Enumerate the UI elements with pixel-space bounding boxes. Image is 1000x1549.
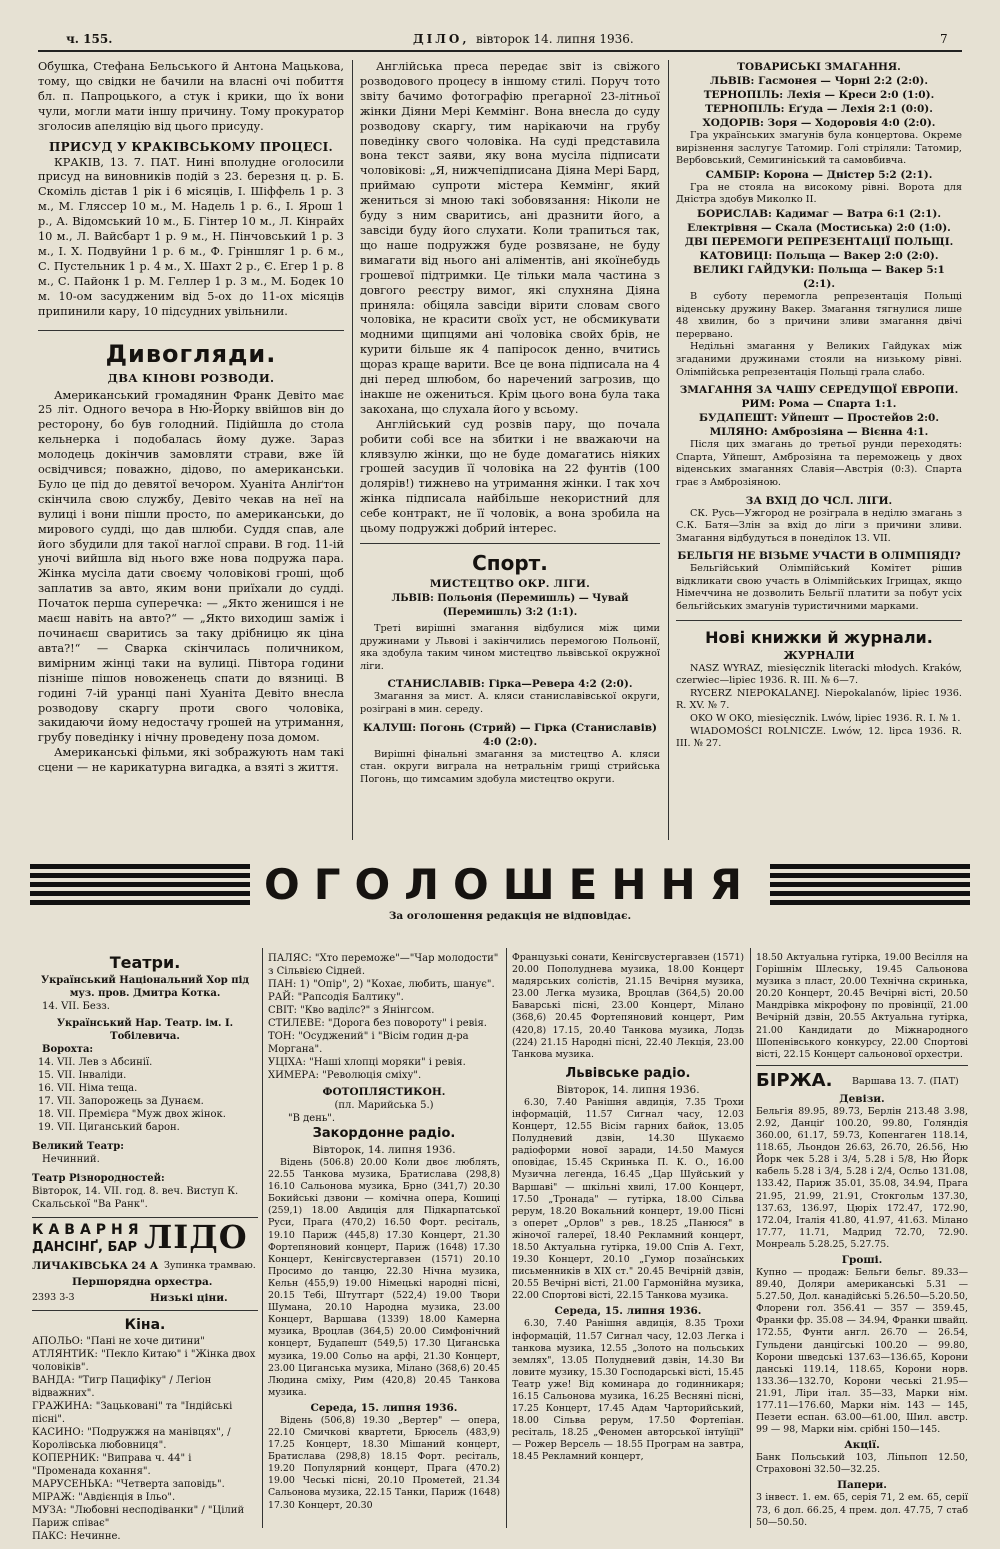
fotoplastikon-title: ФОТОПЛЯСТИКОН.	[322, 1086, 446, 1098]
lido-orchestra: Першорядна орхестра.	[72, 1276, 213, 1288]
article-title: ДВІ ПЕРЕМОГИ РЕПРЕЗЕНТАЦІЇ ПОЛЬЩІ.	[684, 235, 954, 248]
cinema-row: ТОН: "Осуджений" і "Вісім годин д-ра Моргана".	[268, 1031, 469, 1055]
section-title: Закордонне радіо.	[312, 1126, 456, 1141]
match-result: КАЛУШ: Погонь (Стрий) — Гірка (Станиславів) 4:0 (2:0).	[363, 721, 657, 748]
radio-program: Відень (506,8) 19.30 „Вертер" — опера, 22.10 Смичкові квартети, Брюсель (483,9) 17.25 Концерт, 18.30 Мішаний концерт, Братислава (298,8) 18.15 Форт. ресіталь, 19.20 Популярний концерт, Прага (470.2) 19.00 Чеські пісні, 20.10 Прометей, 21.34 Сальонова музика, 22.15 Танки, Париж (1648) 17.30 Концерт, 20.30	[268, 1414, 500, 1511]
divider	[360, 543, 660, 544]
column-rule	[262, 948, 263, 1528]
exchange-column	[756, 952, 968, 1529]
match-result: РИМ: Рома — Спарта 1:1.	[741, 398, 897, 411]
text-block: Англійський суд розвів пару, що почала робити собі все на збитки і не вважаючи на клявзулю жінки, що не буде домагатись ніяких грошей засудив її чоловіка на 22 фунтів (100 долярів!) тижнево на утримання жінки. І так хоч жінка підписала найбільше некористний для себе контракт, не її чоловік, а вона зробила на цьому подружжі добрий інтерес.	[360, 417, 660, 536]
banner-stripes-right	[770, 860, 970, 909]
column-number: 7	[940, 32, 948, 46]
article-title: ДВА КІНОВІ РОЗВОДИ.	[107, 370, 275, 385]
theatre-name: Театр Різнородностей:	[32, 1173, 165, 1184]
section-title: Нові книжки й журнали.	[705, 627, 933, 647]
text-block: Змагання за мист. А. кляси станиславівської округи, розіграні в мин. середу.	[360, 691, 660, 715]
cinema-row: СВІТ: "Кво ваділс?" з Янінгсом.	[268, 1005, 435, 1016]
exchange-section: Гроші.	[841, 1253, 883, 1266]
match-result: СТАНИСЛАВІВ: Гірка—Ревера 4:2 (2:0).	[387, 678, 633, 691]
column-rule	[668, 60, 669, 840]
page-header	[38, 32, 962, 50]
cinema-row: АПОЛЬО: "Пані не хоче дитини"	[32, 1336, 205, 1347]
exchange-rates: Бельгія 89.95, 89.73, Берлін 213.48 3.98, 2.92, Данціґ 100.20, 99.80, Голяндія 360.00, 61.17, 59.73, Копенгаген 118.14, 118.65, Льондон 26.63, 26.70, 26.56, Ню Йорк чек 5.28 і 3/4, 5.28 і 5/8, Ню Йорк кабель 5.28 і 3/4, 5.28 і 2/4, Осльо 131.08, 133.42, Париж 35.01, 35.08, 34.94, Прага 21.95, 21.99, 21.91, Стокгольм 137.30, 137.63, 136.97, Цюріх 172.47, 172.90, 172.04, Італія 41.80, 41.97, 41.63. Мілано 17.77, 11.71, Мадрид 72.70, 72.90. Монреаль 5.28.25, 5.27.75.	[756, 1105, 968, 1250]
header-rule	[38, 50, 962, 52]
banner-stripes-left	[30, 860, 250, 909]
journal-entry: NASZ WYRAZ, miesięcznik literacki młodych. Kraków, czerwiec—lipiec 1936. R. III. № 6—7.	[676, 662, 962, 687]
issue-date: вівторок 14. липня 1936.	[476, 32, 634, 46]
schedule-row: 17. VII. Запорожець за Дунаєм.	[38, 1096, 204, 1107]
lido-address: ЛИЧАКІВСЬКА 24 А	[32, 1260, 159, 1272]
cinema-row: ПАКС: Нечинне.	[32, 1531, 121, 1542]
theatre-name: Український Нар. Театр. ім. І. Тобілевича.	[56, 1018, 234, 1042]
article-title: ЗА ВХІД ДО ЧСЛ. ЛІГИ.	[745, 494, 893, 507]
article-title: ЖУРНАЛИ	[783, 648, 855, 662]
theatre-place: Ворохта:	[42, 1044, 94, 1055]
exchange-section: Папери.	[837, 1479, 887, 1492]
ads-banner	[30, 852, 970, 928]
article-title: ПРИСУД У КРАКІВСЬКОМУ ПРОЦЕСІ.	[48, 139, 334, 154]
schedule-row: 15. VII. Інваліди.	[38, 1070, 127, 1081]
divider	[676, 620, 962, 621]
theatre-date: Вівторок, 14. VII. год. 8. веч. Виступ К. Скальської "Ва Ранк".	[32, 1186, 239, 1210]
match-result: ЛЬВІВ: Польонія (Перемишль) — Чувай (Перемишль) 3:2 (1:1).	[391, 593, 629, 618]
match-result: БОРИСЛАВ: Кадимаг — Ватра 6:1 (2:1).	[696, 207, 942, 220]
text-block: Англійська преса передає звіт із свіжого розводового процесу в іншому стилі. Поруч тото звіту бачимо фотографію прегарної 23-літньої жінки Діяни Мері Кеммінг. Вона внесла до суду розводову скаргу, тим нарікаючи на грубу поведінку свого чоловіка. На суді представила вона текст заяви, яку вона мусіла підписати чоловікові: „Я, нижчепідписана Діяна Мері Бард, приймаю супроти містера Кеммінг, який жениться зі мною такі зобовязання: Ніколи не буду з ним сваритись, ані дразнити його, а завсіди буду його слухати. Коли трапиться так, що наше подружжя буде розвязане, не буду вимагати від нього ані аліментів, ані якоїнебудь грошевої підтримки. Це тільки мала частина з довгого реєстру вимог, які слухняна Діяна приняла: обіцяла завсіди вірити словам свого чоловіка, не красити своїх уст, не обсмикувати модними щипцями ані чоловіка свойх брів, не курити більше як 4 папіросок денно, вчитись щораз краще варити. Все це вона підписала на 4 дні перед шлюбом, бо наречений загрозив, що інакше не ожениться. Крім цього вона була така закохана, що слухала його у всьому.	[360, 60, 660, 416]
exchange-heading	[756, 1070, 968, 1092]
exchange-section: Девізи.	[839, 1092, 885, 1105]
article-title: ЗМАГАННЯ ЗА ЧАШУ СЕРЕДУЩОЇ ЕВРОПИ.	[679, 384, 959, 397]
lido-line-1: КАВАРНЯ	[32, 1222, 144, 1238]
schedule-row: 19. VII. Циганський барон.	[38, 1122, 180, 1133]
theatre-date: Нечинний.	[42, 1154, 100, 1165]
cinema-row: АТЛЯНТИК: "Пекло Китаю" і "Жінка двох чоловіків".	[32, 1349, 256, 1373]
match-result: КАТОВИЦІ: Польща — Вакер 2:0 (2:0).	[699, 249, 939, 262]
text-block: СК. Русь—Ужгород не розіграла в неділю змагань з С.К. Батя—Злін за вхід до ліги з причини зливи. Змагання відбудуться в понеділок 13. VII.	[676, 507, 962, 544]
section-title: Дивогляди.	[105, 339, 277, 368]
radio-date: Середа, 15. липня 1936.	[554, 1305, 702, 1318]
section-title: Театри.	[109, 953, 181, 972]
radio-program: Відень (506.8) 20.00 Коли двоє люблять, 22.55 Танкова музика, Братислава (298,8) 16.10 Сальонова музика, Брно (341,7) 20.30 Бокийські дзвони — комічна опера, Кошиці (259,1) 18.00 Авдиція для Підкарпатської Руси, Прага (470,2) 16.50 Форт. ресіталь, 19.10 Париж (445,8) 17.30 Концерт, 21.30 Фортепяновий концерт, Париж (1648) 17.30 Концерт, Кенігсвустергавзен (1571) 20.10 Просимо до танцю, 22.30 Нічна музика, Кельн (455,9) 19.00 Німецькі народні пісні, 20.15 Тебі, Штутгарт (522,4) 19.00 Твори Шумана, 20.10 Народна музика, 23.00 Концерт, Варшава (1339) 18.00 Камерна музика, Вроцлав (364,5) 20.00 Симфонічний концерт, Будапешт (549,5) 17.30 Циганська музика, 19.00 Сольо на арфі, 21.30 Концерт, 23.00 Циганська музика, Мілано (368,6) 20.45 Людина сміху, Рим (420,8) 20.45 Танкова музика.	[268, 1157, 500, 1398]
article-title: ТОВАРИСЬКІ ЗМАГАННЯ.	[737, 61, 901, 73]
text-block: Гра українських змагунів була концертова. Окреме вирізнення заслугує Татомир. Голі стріляли: Татомир, Вербовський, Семигиніський та самовбивча.	[676, 130, 962, 167]
column-2	[360, 60, 660, 786]
radio-program: 6.30, 7.40 Ранішня авдиція, 8.35 Трохи інформацій, 11.57 Сигнал часу, 12.03 Легка і танкова музика, 12.55 „Золото на польських землях", 13.05 Полудневий дзвін, 14.30 Ви ловите музику, 15.30 Господарські вісті, 15.45 Театр уже! Від коминара до годинникаря; 16.15 Сальонова музика, 16.25 Весняні пісні, 17.25 Концерт, 17.45 Адам Чарторийський, 18.00 Сільва рерум, 17.50 Фортепіан. ресіталь, 18.25 „Феномен авторської інтуїції" — Рожер Версель — 18.55 Програм на завтра, 18.45 Рекламний концерт,	[512, 1318, 744, 1463]
match-result: ХОДОРІВ: Зоря — Ходоровія 4:0 (2:0).	[702, 117, 936, 129]
theatre-name: Український Національний Хор під муз. пров. Дмитра Котка.	[40, 975, 250, 999]
ads-disclaimer: За оголошення редакція не відповідає.	[388, 910, 632, 922]
cinema-row: МІРАЖ: "Авдієнція в Ільо".	[32, 1492, 176, 1503]
radio-program: 18.50 Актуальна гутірка, 19.00 Весілля на Горішнім Шлеську, 19.45 Сальонова музика з пласт, 20.00 Технічна скринька, 20.20 Концерт, 20.45 Вечірні вісті, 20.50 Мандрівка мікрофону по провінції, 21.00 Вечірній дзвін, 20.55 Актуальна гутірка, 21.00 Кандидати до Міжнародного Шопенівського конкурсу, 22.00 Спортові вісті, 22.15 Концерт сальонової орхестри.	[756, 952, 968, 1060]
column-rule	[750, 948, 751, 1528]
exchange-date: Варшава 13. 7. (ПАТ)	[852, 1075, 959, 1087]
match-result: САМБІР: Корона — Дністер 5:2 (2:1).	[705, 168, 933, 181]
match-result: ТЕРНОПІЛЬ: Еґуда — Лехія 2:1 (0:0).	[705, 103, 933, 115]
radio-date: Вівторок, 14. липня 1936.	[556, 1083, 700, 1096]
section-title: Львівське радіо.	[565, 1065, 691, 1081]
journal-entry: OKO W OKO, miesięcznik. Lwów, lipiec 1936. R. I. № 1.	[690, 713, 961, 725]
lido-logo: ЛІДО	[144, 1218, 248, 1256]
newspaper-name: ДІЛО,	[413, 32, 470, 46]
cinema-row: МУЗА: "Любовні несподіванки" / "Цілий Париж співає"	[32, 1505, 245, 1529]
theatre-date: 14. VII. Безз.	[42, 1001, 110, 1012]
column-rule	[506, 948, 507, 1528]
match-result: Електрівня — Скала (Мостиська) 2:0 (1:0).	[687, 221, 951, 234]
journal-entry: RYCERZ NIEPOKALANEJ. Niepokalanów, lipiec 1936. R. XV. № 7.	[676, 687, 962, 712]
column-rule	[352, 60, 353, 840]
exchange-title: БІРЖА.	[756, 1069, 833, 1091]
divider	[756, 1065, 968, 1066]
exchange-section: Акції.	[844, 1439, 880, 1452]
text-block: В суботу перемогла репрезентація Польщі віденську дружину Вакер. Змагання тягнулися лише 48 хвилин, бо з причини зливи змагання двічі перервано.	[676, 290, 962, 340]
radio-date: Вівторок, 14. липня 1936.	[312, 1144, 456, 1156]
lido-line-2: ДАНСІНҐ, БАР	[32, 1240, 138, 1255]
schedule-row: 14. VII. Лев з Абсинії.	[38, 1057, 153, 1068]
schedule-row: 16. VII. Німа теща.	[38, 1083, 138, 1094]
lido-ad	[32, 1217, 258, 1311]
cinema-row: ВАНДА: "Тигр Пацифіку" / Легіон відважних".	[32, 1375, 212, 1399]
article-title: МИСТЕЦТВО ОКР. ЛІГИ.	[429, 578, 591, 590]
banner-title: ОГОЛОШЕННЯ	[264, 860, 756, 909]
theatres-column	[32, 952, 258, 1543]
text-block: Гра не стояла на високому рівні. Ворота для Дністра здобув Миколко ІІ.	[676, 181, 962, 206]
page-number: ч. 155.	[66, 32, 113, 46]
text-block: Недільні змагання у Великих Гайдуках між згаданими дружинами стояли на низькому рівні. Олімпійська репрезентація Польщі грала слабо.	[676, 341, 962, 378]
cinema-row: МАРУСЕНЬКА: "Четверта заповідь".	[32, 1479, 225, 1490]
article-title: БЕЛЬГІЯ НЕ ВІЗЬМЕ УЧАСТИ В ОЛІМПІЯДІ?	[677, 550, 961, 563]
theatre-schedule	[38, 1056, 258, 1134]
column-1	[38, 60, 344, 776]
radio-date: Середа, 15. липня 1936.	[310, 1401, 458, 1414]
section-title: Спорт.	[472, 551, 548, 575]
cinema-row: КАСИНО: "Подружжя на манівцях", / Королівська любовниця".	[32, 1427, 231, 1451]
cinema-row: КОПЕРНИК: "Виправа ч. 44" і "Променада кохання".	[32, 1453, 192, 1477]
match-result: ТЕРНОПІЛЬ: Лехія — Креси 2:0 (1:0).	[703, 89, 935, 101]
text-block: КРАКІВ, 13. 7. ПАТ. Нині вполудне оголосили присуд на виновників подій з 23. березня ц. р. Б. Скоміль дістав 1 рік і 6 місяців, І. Шіффель 1 р. 3 м., М. Гляссер 10 м., М. Надель 1 р. 6., І. Ярош 1 р., А. Відомський 10 м., Б. Гінтер 10 м., Л. Кінрайх 10 м., Л. Вайсбарт 1 р. 9 м., Н. Пінчовський 1 р. 3 м., І. Х. Подвуйни 1 р. 6 м., Ф. Гріншляг 1 р. 6 м., С. Пустельник 1 р. 4 м., Х. Шахт 2 р., Є. Егер 1 р. 8 м., С. Пайонк 1 р. М. Геллер 1 р. 3 м., М. Бодек 10 м. 10-ом засудженим від 5-ох до 11-ох місяців припинили кару, 10 підсудних увільнили.	[38, 155, 344, 318]
cinema-row: ПАН: 1) "Опір", 2) "Кохає, любить, шанує".	[268, 979, 495, 990]
text-block: Бельгійський Олімпійський Комітет рішив відкликати свою участь в Олімпійських Ігрищах, якщо Німеччина не дозволить Бельгії платити за побут усіх бельгійських змагунів туристичними марками.	[676, 563, 962, 613]
column-3	[676, 60, 962, 751]
match-result: ЛЬВІВ: Гасмонея — Чорні 2:2 (2:0).	[709, 75, 929, 87]
section-title: Кіна.	[124, 1317, 166, 1333]
journal-entry: WIADOMOŚCI ROLNICZE. Lwów, 12. lipca 1936. R. III. № 27.	[676, 725, 962, 750]
radio-lviv-column	[512, 952, 744, 1464]
text-block: Американські фільми, які зображують нам такі сцени — не карикатурна вигадка, а взяті з життя.	[38, 746, 344, 775]
cinema-list	[32, 1335, 258, 1543]
text-block: Треті вирішні змагання відбулися між цими дружинами у Львові і закінчились перемогою Польонії, яка здобула таким чином мистецтво львівської окружної ліги.	[360, 623, 660, 672]
match-result: МІЛЯНО: Амброзіяна — Вієнна 4:1.	[709, 426, 929, 439]
cinema-row: УЦІХА: "Наші хлопці моряки" і ревія.	[268, 1057, 466, 1068]
cinema-row: СТИЛЕВЕ: "Дорога без повороту" і ревія.	[268, 1018, 487, 1029]
radio-program: 6.30, 7.40 Ранішня авдиція, 7.35 Трохи інформацій, 11.57 Сигнал часу, 12.03 Концерт, 12.55 Вісім гарних байок, 13.05 Полудневий дзвін, 14.30 Шукаємо радіоформи нової заради, 14.50 Мамуся оповідає, 15.45 Скринька П. К. О., 16.00 Музична легенда, 16.45 „Цар Шуйський у Варшаві" — шкільні хвилі, 17.00 Концерт, 17.50 „Тронада" — гутірка, 18.00 Сільва рерум, 18.20 Вокальний концерт, 19.00 Пісні з оперет „Орлов" з рев., 18.25 „Панюся" в жіночої галереї, 18.40 Рекламний концерт, 18.50 Актуальна гутірка, 19.00 Спів А. Гехт, 19.30 Концерт, 20.10 „Гумор позаїнських письменників в XIX ст." 20.45 Вечірній дзвін, 20.55 Вечірні вісті, 21.00 Гармонійна музика, 22.00 Спортові вісті, 22.15 Танкова музика.	[512, 1096, 744, 1302]
cinema-row: ХИМЕРА: "Революція сміху".	[268, 1070, 422, 1081]
text-block: Американський громадянин Франк Девіто має 25 літ. Одного вечора в Ню-Йорку ввійшов він до ресторону, бо був голодний. Підійшла до стола кельнерка і подобалась йому дуже. Зараз молодець докінчив замовляти страви, вже їй освідчився; поважно, дідово, по американськи. Було це під до девятої вечором. Хуаніта Анліґтон скінчила свою службу, Девіто чекав на неї на вулиці і вони пішли просто, по американськи, до мирового судді, що дав шлюби. Суддя спав, але його збудили для такої наглої справи. В год. 11-ій уночі вийшла від нього вже нова подружа пара. Жінка мусіла дати своєму чоловікові гроші, щоб заплатив за авто, яким вони приїхали до судді. Початок перша суперечка: — „Якто женишся і не маєш навіть на авто?“ — „Якто виходиш заміж і починаєш сваритись за таку дрібницю як ціна авта?!“ — Сварка скінчилась поличником, вимірним жінці таки на вулиці. Півтора години пізніше пішов новоженець спати до вязниці. В годині 7-ій уранці пані Хуаніта Девіто внесла розводову скаргу проти свого чоловіка, закидаючи йому недостачу грошей на утримання, грубу поведінку і нічну проведену поза домом.	[38, 388, 344, 745]
cinema-row: ПАЛЯС: "Хто переможе"—"Чар молодости" з Сільвією Сідней.	[268, 953, 499, 977]
exchange-rates: Банк Польський 103, Ліпьпоп 12.50, Страховоні 32.50—32.25.	[756, 1452, 968, 1476]
text-block: Після цих змагань до третьої рунди переходять: Спарта, Уйпешт, Амброзіяна та переможець у двох віденських змаганнях Славія—Австрія (0:3). Спарта грає з Амброзіяною.	[676, 439, 962, 488]
theatre-name: Великий Театр:	[32, 1141, 124, 1152]
match-result: БУДАПЕШТ: Уйпешт — Простейов 2:0.	[699, 412, 939, 425]
text-block: Вирішні фінальні змагання за мистецтво А. кляси стан. округи виграла на нетральнім грищі стрийська Погонь, що тимсамим здобула мистецтво округи.	[360, 748, 660, 785]
exchange-rates: Купно — продаж: Бельги бельг. 89.33—89.40, Доляри американські 5.31 — 5.27.50, Дол. канадійські 5.26.50—5.20.50, Флорени гол. 356.41 — 357 — 359.45, Франки фр. 35.08 — 34.94, Франки швайц. 172.55, Фунти англ. 26.70 — 26.54, Гульдени данцігські 100.20 — 99.80, Корони шведські 137.63—136.65, Корони данські 119.14, 118.65, Корони норв. 133.36—132.70, Корони чеські 21.95—21.91, Ліри італ. 35—33, Марки нім. 177.11—176.60, Марки нім. 143 — 145, Пезети еспан. 63.00—61.00, Шил. австр. 99 — 98, Марки нім. срібні 150—145.	[756, 1266, 968, 1436]
lido-prices: Низькі ціни.	[150, 1292, 228, 1304]
radio-foreign-column	[268, 952, 500, 1512]
fotoplastikon-address: (пл. Марийська 5.)	[334, 1100, 434, 1111]
text-block: Обушка, Стефана Бельського й Антона Мацькова, тому, що свідки не бачили на власні очі побиття бл. п. Папроцького, а стук і крики, що їх вони чули, могли мати іншу причину. Тому прокуратор зголосив апеляцію від цього присуду.	[38, 60, 344, 133]
fotoplastikon-show: "В день".	[288, 1113, 336, 1124]
cinema-row: ГРАЖИНА: "Зацьковані" та "Індійські пісні".	[32, 1401, 233, 1425]
lido-phone: 2393 3-3	[32, 1292, 75, 1303]
exchange-rates: 3 інвест. 1. ем. 65, серія 71, 2 ем. 65, серії 73, 6 дол. 66.25, 4 прем. дол. 47.75, 7 стаб 50—50.50.	[756, 1492, 968, 1528]
match-result: ВЕЛИКІ ГАЙДУКИ: Польща — Вакер 5:1 (2:1).	[693, 263, 945, 290]
cinema-row: РАЙ: "Рапсодія Балтику".	[268, 992, 404, 1003]
divider	[38, 330, 344, 331]
schedule-row: 18. VII. Премієра "Муж двох жінок.	[38, 1109, 226, 1120]
radio-program: Французькі сонати, Кенігсвустергавзен (1571) 20.00 Пополуднева музика, 18.00 Концерт мадярських солістів, 21.15 Вечірня музика, 23.00 Легка музика, Вроцлав (364,5) 20.00 Баварські пісні, 23.00 Концерт, Мілано (368,6) 20.45 Фортепяновий концерт, Рим (420,8) 17.15, 20.40 Танкова музика, Лодзь (224) 21.15 Народні пісні, 22.40 Лекція, 23.00 Танкова музика.	[512, 952, 744, 1060]
lido-stop: Зупинка трамваю.	[164, 1260, 256, 1271]
